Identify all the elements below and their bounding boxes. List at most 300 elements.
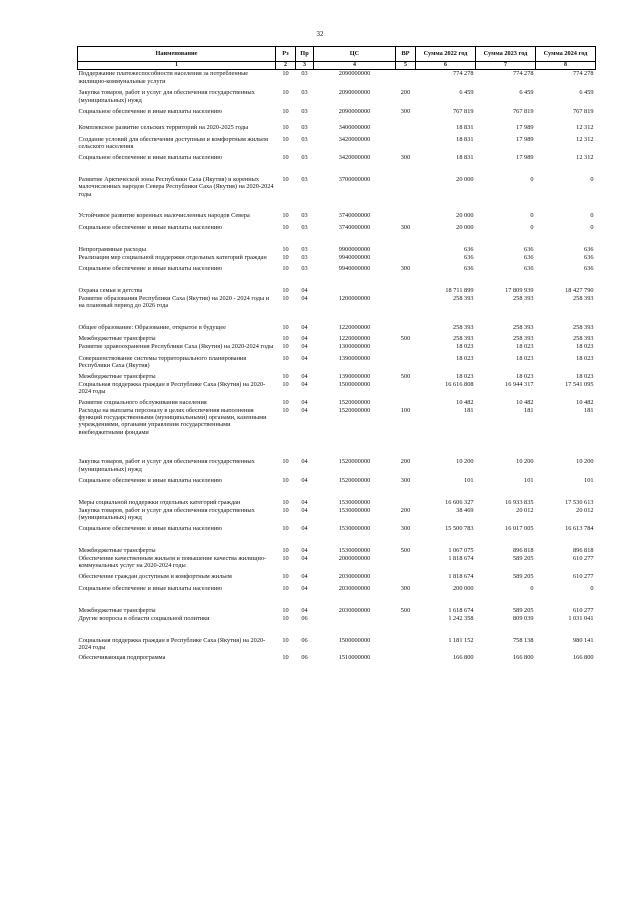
row-vr bbox=[396, 162, 416, 198]
row-cs bbox=[314, 273, 396, 295]
row-sum-2024: 636 bbox=[584, 254, 594, 262]
row-name: Обеспечивающая подпрограмма bbox=[78, 654, 166, 662]
row-sum-2024: 10 200 bbox=[576, 458, 594, 466]
row-sum-2024: 181 bbox=[584, 406, 594, 414]
row-name: Закупка товаров, работ и услуг для обеспечения государственных (муниципальных) нужд bbox=[78, 458, 255, 473]
row-rz: 10 bbox=[282, 212, 289, 220]
row-sum-2024: 16 613 784 bbox=[565, 524, 594, 532]
row-pr: 04 bbox=[301, 287, 308, 295]
row-cs: 2090000000 bbox=[338, 89, 371, 97]
row-vr bbox=[396, 485, 416, 507]
row-name: Устойчивое развитие коренных малочисленных народов Севера bbox=[78, 212, 250, 220]
row-sum-2024: 17 541 095 bbox=[565, 380, 594, 388]
row-pr: 03 bbox=[301, 224, 308, 232]
page-number: 32 bbox=[316, 30, 324, 38]
row-sum-2022: 20 000 bbox=[456, 212, 474, 220]
row-sum-2022: 18 831 bbox=[456, 153, 474, 161]
row-sum-2024: 0 bbox=[590, 212, 594, 220]
row-name: Непрограммные расходы bbox=[78, 246, 146, 254]
row-sum-2022: 15 500 783 bbox=[445, 524, 474, 532]
row-cs: 2030000000 bbox=[338, 572, 371, 580]
row-name: Охрана семьи и детства bbox=[78, 287, 143, 295]
row-rz: 10 bbox=[282, 546, 289, 554]
row-sum-2024: 1 031 041 bbox=[568, 614, 594, 622]
header-row bbox=[78, 47, 596, 62]
row-sum-2023: 20 012 bbox=[516, 506, 534, 514]
row-sum-2023: 636 bbox=[524, 246, 534, 254]
row-cs: 1530000000 bbox=[338, 524, 371, 532]
row-pr: 06 bbox=[301, 654, 308, 662]
table-row bbox=[78, 343, 596, 351]
row-sum-2022: 18 711 899 bbox=[445, 287, 474, 295]
row-rz: 10 bbox=[282, 584, 289, 592]
row-rz: 10 bbox=[282, 342, 289, 350]
row-cs: 3740000000 bbox=[338, 212, 371, 220]
row-sum-2023: 18 023 bbox=[516, 342, 534, 350]
row-name: Создание условий для обеспечения доступным и комфортным жильем сельского населения bbox=[78, 136, 268, 151]
row-cs: 1200000000 bbox=[338, 295, 371, 303]
table-row bbox=[78, 533, 596, 555]
row-cs: 1530000000 bbox=[338, 546, 371, 554]
row-name: Межбюджетные трансферты bbox=[78, 334, 156, 342]
row-vr bbox=[396, 343, 416, 351]
table-row bbox=[78, 522, 596, 533]
row-rz: 10 bbox=[282, 323, 289, 331]
row-sum-2022: 1 242 358 bbox=[448, 614, 474, 622]
row-pr: 04 bbox=[301, 498, 308, 506]
row-rz: 10 bbox=[282, 606, 289, 614]
table-row bbox=[78, 623, 596, 652]
row-sum-2024: 0 bbox=[590, 175, 594, 183]
row-rz: 10 bbox=[282, 476, 289, 484]
row-vr: 300 bbox=[400, 476, 411, 484]
row-cs: 2000000000 bbox=[338, 554, 371, 562]
row-name: Закупка товаров, работ и услуг для обеспечения государственных (муниципальных) нужд bbox=[78, 506, 255, 522]
row-sum-2022: 200 000 bbox=[453, 584, 474, 592]
row-rz: 10 bbox=[282, 108, 289, 116]
row-cs: 9940000000 bbox=[338, 254, 371, 262]
row-sum-2024: 18 023 bbox=[576, 372, 594, 380]
row-sum-2022: 20 000 bbox=[456, 224, 474, 232]
column-number: 3 bbox=[296, 62, 314, 70]
row-name: Расходы на выплаты персоналу в целях обеспечения выполнения функций государственными (муниципальными) органами, казенными учреждениями, органами управления государственными внебюджетными фондами bbox=[78, 406, 267, 436]
row-sum-2022: 38 469 bbox=[456, 506, 474, 514]
row-pr: 04 bbox=[301, 323, 308, 331]
table-row bbox=[78, 232, 596, 254]
row-name: Межбюджетные трансферты bbox=[78, 546, 156, 554]
row-sum-2022: 1 818 674 bbox=[448, 572, 474, 580]
row-vr bbox=[396, 254, 416, 262]
row-sum-2024: 0 bbox=[590, 224, 594, 232]
row-rz: 10 bbox=[282, 614, 289, 622]
row-sum-2024: 258 393 bbox=[573, 295, 594, 303]
table-row bbox=[78, 151, 596, 162]
row-rz: 10 bbox=[282, 458, 289, 466]
row-pr: 03 bbox=[301, 108, 308, 116]
row-sum-2023: 809 039 bbox=[513, 614, 534, 622]
row-pr: 03 bbox=[301, 153, 308, 161]
row-sum-2023: 18 023 bbox=[516, 372, 534, 380]
row-vr bbox=[396, 295, 416, 310]
table-row bbox=[78, 581, 596, 593]
row-rz: 10 bbox=[282, 224, 289, 232]
row-sum-2023: 10 482 bbox=[516, 398, 534, 406]
row-name: Социальная поддержка граждан в Республике Саха (Якутия) на 2020-2024 годы bbox=[78, 380, 266, 396]
row-pr: 04 bbox=[301, 584, 308, 592]
row-sum-2024: 12 312 bbox=[576, 136, 594, 144]
row-name: Обеспечение качественным жильем и повышение качества жилищно-коммунальных услуг на 2020-2024 годы bbox=[78, 554, 267, 570]
row-sum-2024: 774 278 bbox=[573, 70, 594, 78]
header-sum-2023: Сумма 2023 год bbox=[476, 47, 536, 62]
row-pr: 06 bbox=[301, 614, 308, 622]
row-sum-2022: 10 482 bbox=[456, 398, 474, 406]
row-pr: 04 bbox=[301, 406, 308, 414]
row-sum-2022: 101 bbox=[464, 476, 474, 484]
row-sum-2023: 0 bbox=[530, 175, 534, 183]
header-cs: ЦС bbox=[314, 47, 396, 62]
row-name: Межбюджетные трансферты bbox=[78, 372, 156, 380]
row-sum-2024: 980 141 bbox=[573, 636, 594, 644]
column-number: 1 bbox=[78, 62, 276, 70]
row-cs: 1520000000 bbox=[338, 476, 371, 484]
row-pr: 04 bbox=[301, 606, 308, 614]
row-sum-2023: 0 bbox=[530, 212, 534, 220]
row-sum-2023: 636 bbox=[524, 254, 534, 262]
row-sum-2022: 18 023 bbox=[456, 372, 474, 380]
row-cs: 1500000000 bbox=[338, 380, 371, 388]
table-row bbox=[78, 473, 596, 485]
row-rz: 10 bbox=[282, 372, 289, 380]
table-row bbox=[78, 651, 596, 662]
table-row bbox=[78, 555, 596, 570]
table-row bbox=[78, 85, 596, 104]
row-sum-2023: 17 989 bbox=[516, 136, 534, 144]
row-pr: 04 bbox=[301, 546, 308, 554]
row-vr: 500 bbox=[400, 372, 411, 380]
column-number: 4 bbox=[314, 62, 396, 70]
row-rz: 10 bbox=[282, 124, 289, 132]
row-sum-2022: 1 618 674 bbox=[448, 606, 474, 614]
row-vr bbox=[396, 132, 416, 151]
row-rz: 10 bbox=[282, 265, 289, 273]
row-vr bbox=[396, 232, 416, 254]
row-sum-2022: 258 393 bbox=[453, 323, 474, 331]
header-name: Наименование bbox=[78, 47, 276, 62]
row-pr: 04 bbox=[301, 554, 308, 562]
row-pr: 03 bbox=[301, 254, 308, 262]
row-sum-2024: 896 818 bbox=[573, 546, 594, 554]
row-sum-2024: 12 312 bbox=[576, 153, 594, 161]
row-sum-2022: 16 606 327 bbox=[445, 498, 474, 506]
row-sum-2022: 166 800 bbox=[453, 654, 474, 662]
row-sum-2022: 10 200 bbox=[456, 458, 474, 466]
table-row bbox=[78, 70, 596, 85]
row-cs: 9940000000 bbox=[338, 265, 371, 273]
row-name: Другие вопросы в области социальной политики bbox=[78, 614, 210, 622]
row-name: Межбюджетные трансферты bbox=[78, 606, 156, 614]
table-row bbox=[78, 593, 596, 615]
table-row bbox=[78, 370, 596, 381]
row-vr: 300 bbox=[400, 224, 411, 232]
row-name: Социальное обеспечение и иные выплаты населению bbox=[78, 265, 222, 273]
row-rz: 10 bbox=[282, 636, 289, 644]
row-sum-2024: 18 023 bbox=[576, 342, 594, 350]
row-rz: 10 bbox=[282, 254, 289, 262]
row-vr bbox=[396, 615, 416, 623]
row-cs: 9900000000 bbox=[338, 246, 371, 254]
row-cs: 3740000000 bbox=[338, 224, 371, 232]
row-vr: 500 bbox=[400, 334, 411, 342]
column-number: 6 bbox=[416, 62, 476, 70]
row-vr bbox=[396, 570, 416, 581]
table-row bbox=[78, 615, 596, 623]
row-rz: 10 bbox=[282, 334, 289, 342]
table-row bbox=[78, 485, 596, 507]
row-vr bbox=[396, 198, 416, 220]
row-sum-2022: 258 393 bbox=[453, 334, 474, 342]
table-row bbox=[78, 407, 596, 437]
table-row bbox=[78, 436, 596, 473]
row-sum-2022: 1 067 075 bbox=[448, 546, 474, 554]
row-vr: 300 bbox=[400, 524, 411, 532]
row-sum-2023: 258 393 bbox=[513, 295, 534, 303]
row-name: Социальное обеспечение и иные выплаты населению bbox=[78, 476, 222, 484]
row-cs: 2090000000 bbox=[338, 70, 371, 78]
row-cs: 3420000000 bbox=[338, 153, 371, 161]
row-pr: 03 bbox=[301, 70, 308, 78]
row-sum-2023: 896 818 bbox=[513, 546, 534, 554]
table-row bbox=[78, 570, 596, 581]
row-vr: 300 bbox=[400, 584, 411, 592]
row-name: Социальное обеспечение и иные выплаты населению bbox=[78, 224, 222, 232]
row-sum-2024: 18 023 bbox=[576, 354, 594, 362]
header-pr: Пр bbox=[296, 47, 314, 62]
row-sum-2022: 181 bbox=[464, 406, 474, 414]
row-cs: 1510000000 bbox=[338, 654, 371, 662]
row-sum-2024: 636 bbox=[584, 246, 594, 254]
row-rz: 10 bbox=[282, 246, 289, 254]
row-rz: 10 bbox=[282, 89, 289, 97]
row-sum-2023: 589 205 bbox=[513, 572, 534, 580]
table-row bbox=[78, 132, 596, 151]
row-sum-2023: 589 205 bbox=[513, 554, 534, 562]
row-vr: 200 bbox=[400, 458, 411, 466]
table-row bbox=[78, 396, 596, 407]
table-row bbox=[78, 116, 596, 132]
row-vr: 300 bbox=[400, 153, 411, 161]
row-pr: 04 bbox=[301, 372, 308, 380]
row-sum-2022: 18 831 bbox=[456, 124, 474, 132]
row-sum-2023: 589 205 bbox=[513, 606, 534, 614]
row-rz: 10 bbox=[282, 70, 289, 78]
row-rz: 10 bbox=[282, 654, 289, 662]
table-row bbox=[78, 507, 596, 522]
row-sum-2022: 6 459 bbox=[459, 89, 474, 97]
row-vr: 200 bbox=[400, 89, 411, 97]
row-vr bbox=[396, 273, 416, 295]
row-sum-2022: 1 181 152 bbox=[448, 636, 474, 644]
row-cs: 1220000000 bbox=[338, 334, 371, 342]
row-sum-2023: 16 933 835 bbox=[505, 498, 534, 506]
row-vr bbox=[396, 396, 416, 407]
row-rz: 10 bbox=[282, 554, 289, 562]
row-sum-2024: 166 800 bbox=[573, 654, 594, 662]
row-sum-2023: 17 989 bbox=[516, 124, 534, 132]
row-vr bbox=[396, 70, 416, 85]
header-vr: ВР bbox=[396, 47, 416, 62]
table-row bbox=[78, 162, 596, 198]
row-name: Совершенствование системы территориального планирования Республики Саха (Якутия) bbox=[78, 354, 247, 370]
row-rz: 10 bbox=[282, 136, 289, 144]
table-row bbox=[78, 254, 596, 262]
row-sum-2024: 0 bbox=[590, 584, 594, 592]
row-cs: 2030000000 bbox=[338, 606, 371, 614]
table-body bbox=[78, 70, 596, 662]
row-sum-2024: 610 277 bbox=[573, 572, 594, 580]
row-name: Развитие образования Республики Саха (Якутия) на 2020 - 2024 годы и на плановый период до 2026 года bbox=[78, 295, 270, 310]
row-sum-2022: 20 000 bbox=[456, 175, 474, 183]
row-rz: 10 bbox=[282, 175, 289, 183]
row-vr: 100 bbox=[400, 406, 411, 414]
row-sum-2024: 610 277 bbox=[573, 554, 594, 562]
row-sum-2024: 258 393 bbox=[573, 334, 594, 342]
row-cs: 1300000000 bbox=[338, 342, 371, 350]
row-sum-2024: 610 277 bbox=[573, 606, 594, 614]
row-pr: 04 bbox=[301, 398, 308, 406]
row-name: Реализация мер социальной поддержки отдельных категорий граждан bbox=[78, 254, 267, 262]
row-name: Социальное обеспечение и иные выплаты населению bbox=[78, 524, 222, 532]
row-sum-2023: 10 200 bbox=[516, 458, 534, 466]
row-sum-2023: 767 819 bbox=[513, 108, 534, 116]
row-sum-2024: 18 427 790 bbox=[565, 287, 594, 295]
row-sum-2023: 258 393 bbox=[513, 323, 534, 331]
row-sum-2022: 18 023 bbox=[456, 354, 474, 362]
row-name: Развитие социального обслуживания населения bbox=[78, 398, 207, 406]
column-number: 5 bbox=[396, 62, 416, 70]
row-name: Социальное обеспечение и иные выплаты населению bbox=[78, 108, 222, 116]
row-sum-2023: 6 459 bbox=[519, 89, 534, 97]
row-pr: 04 bbox=[301, 458, 308, 466]
row-sum-2022: 16 616 808 bbox=[445, 380, 474, 388]
column-number: 2 bbox=[276, 62, 296, 70]
row-rz: 10 bbox=[282, 524, 289, 532]
row-cs: 2090000000 bbox=[338, 108, 371, 116]
row-sum-2023: 758 138 bbox=[513, 636, 534, 644]
row-sum-2022: 1 818 674 bbox=[448, 554, 474, 562]
header-sum-2022: Сумма 2022 год bbox=[416, 47, 476, 62]
row-sum-2024: 767 819 bbox=[573, 108, 594, 116]
table-row bbox=[78, 273, 596, 295]
row-sum-2023: 18 023 bbox=[516, 354, 534, 362]
row-rz: 10 bbox=[282, 153, 289, 161]
row-name: Социальное обеспечение и иные выплаты населению bbox=[78, 584, 222, 592]
row-vr bbox=[396, 381, 416, 396]
row-sum-2023: 16 017 005 bbox=[505, 524, 534, 532]
row-sum-2022: 636 bbox=[464, 246, 474, 254]
row-sum-2023: 181 bbox=[524, 406, 534, 414]
row-pr: 04 bbox=[301, 354, 308, 362]
row-rz: 10 bbox=[282, 406, 289, 414]
row-name: Меры социальной поддержки отдельных категорий граждан bbox=[78, 498, 241, 506]
row-pr: 03 bbox=[301, 212, 308, 220]
row-cs: 1520000000 bbox=[338, 406, 371, 414]
row-pr: 03 bbox=[301, 124, 308, 132]
column-number: 7 bbox=[476, 62, 536, 70]
row-sum-2022: 18 023 bbox=[456, 342, 474, 350]
row-sum-2023: 0 bbox=[530, 224, 534, 232]
row-rz: 10 bbox=[282, 354, 289, 362]
row-pr: 04 bbox=[301, 524, 308, 532]
row-pr: 06 bbox=[301, 636, 308, 644]
row-sum-2023: 774 278 bbox=[513, 70, 534, 78]
row-vr bbox=[396, 310, 416, 332]
row-name: Социальная поддержка граждан в Республике Саха (Якутия) на 2020-2024 годы bbox=[78, 636, 266, 651]
row-sum-2024: 10 482 bbox=[576, 398, 594, 406]
table-row bbox=[78, 332, 596, 343]
row-cs: 1390000000 bbox=[338, 354, 371, 362]
row-cs bbox=[314, 615, 396, 623]
row-sum-2023: 16 944 317 bbox=[505, 380, 534, 388]
row-pr: 04 bbox=[301, 476, 308, 484]
row-rz: 10 bbox=[282, 398, 289, 406]
row-cs: 3400000000 bbox=[338, 124, 371, 132]
row-vr: 200 bbox=[400, 506, 411, 514]
row-pr: 03 bbox=[301, 89, 308, 97]
row-cs: 1530000000 bbox=[338, 506, 371, 514]
column-number-row bbox=[78, 62, 596, 70]
row-pr: 03 bbox=[301, 265, 308, 273]
row-name: Поддержание платежеспособности населения за потребленные жилищно-коммунальные услуги bbox=[78, 70, 249, 85]
row-cs: 3420000000 bbox=[338, 136, 371, 144]
row-rz: 10 bbox=[282, 572, 289, 580]
row-rz: 10 bbox=[282, 287, 289, 295]
row-cs: 1220000000 bbox=[338, 323, 371, 331]
row-sum-2022: 636 bbox=[464, 254, 474, 262]
row-rz: 10 bbox=[282, 380, 289, 388]
column-number: 8 bbox=[536, 62, 596, 70]
row-pr: 04 bbox=[301, 380, 308, 388]
row-sum-2023: 636 bbox=[524, 265, 534, 273]
row-pr: 03 bbox=[301, 246, 308, 254]
row-rz: 10 bbox=[282, 295, 289, 303]
row-rz: 10 bbox=[282, 506, 289, 514]
row-name: Комплексное развитие сельских территорий на 2020-2025 годы bbox=[78, 124, 249, 132]
row-name: Развитие здравоохранения Республики Саха (Якутия) на 2020-2024 годы bbox=[78, 342, 274, 350]
row-cs: 2030000000 bbox=[338, 584, 371, 592]
table-row bbox=[78, 104, 596, 116]
row-pr: 03 bbox=[301, 136, 308, 144]
row-name: Закупка товаров, работ и услуг для обеспечения государственных (муниципальных) нужд bbox=[78, 89, 255, 104]
row-pr: 04 bbox=[301, 295, 308, 303]
row-cs: 1530000000 bbox=[338, 498, 371, 506]
row-cs: 1390000000 bbox=[338, 372, 371, 380]
row-vr bbox=[396, 555, 416, 570]
row-sum-2022: 18 831 bbox=[456, 136, 474, 144]
table-row bbox=[78, 310, 596, 332]
row-sum-2024: 12 312 bbox=[576, 124, 594, 132]
row-cs: 1520000000 bbox=[338, 458, 371, 466]
row-cs: 3700000000 bbox=[338, 175, 371, 183]
row-vr: 300 bbox=[400, 265, 411, 273]
row-sum-2023: 17 989 bbox=[516, 153, 534, 161]
row-rz: 10 bbox=[282, 498, 289, 506]
row-sum-2022: 774 278 bbox=[453, 70, 474, 78]
row-vr: 300 bbox=[400, 108, 411, 116]
row-cs: 1520000000 bbox=[338, 398, 371, 406]
row-pr: 03 bbox=[301, 175, 308, 183]
row-sum-2023: 258 393 bbox=[513, 334, 534, 342]
row-cs: 1500000000 bbox=[338, 636, 371, 644]
